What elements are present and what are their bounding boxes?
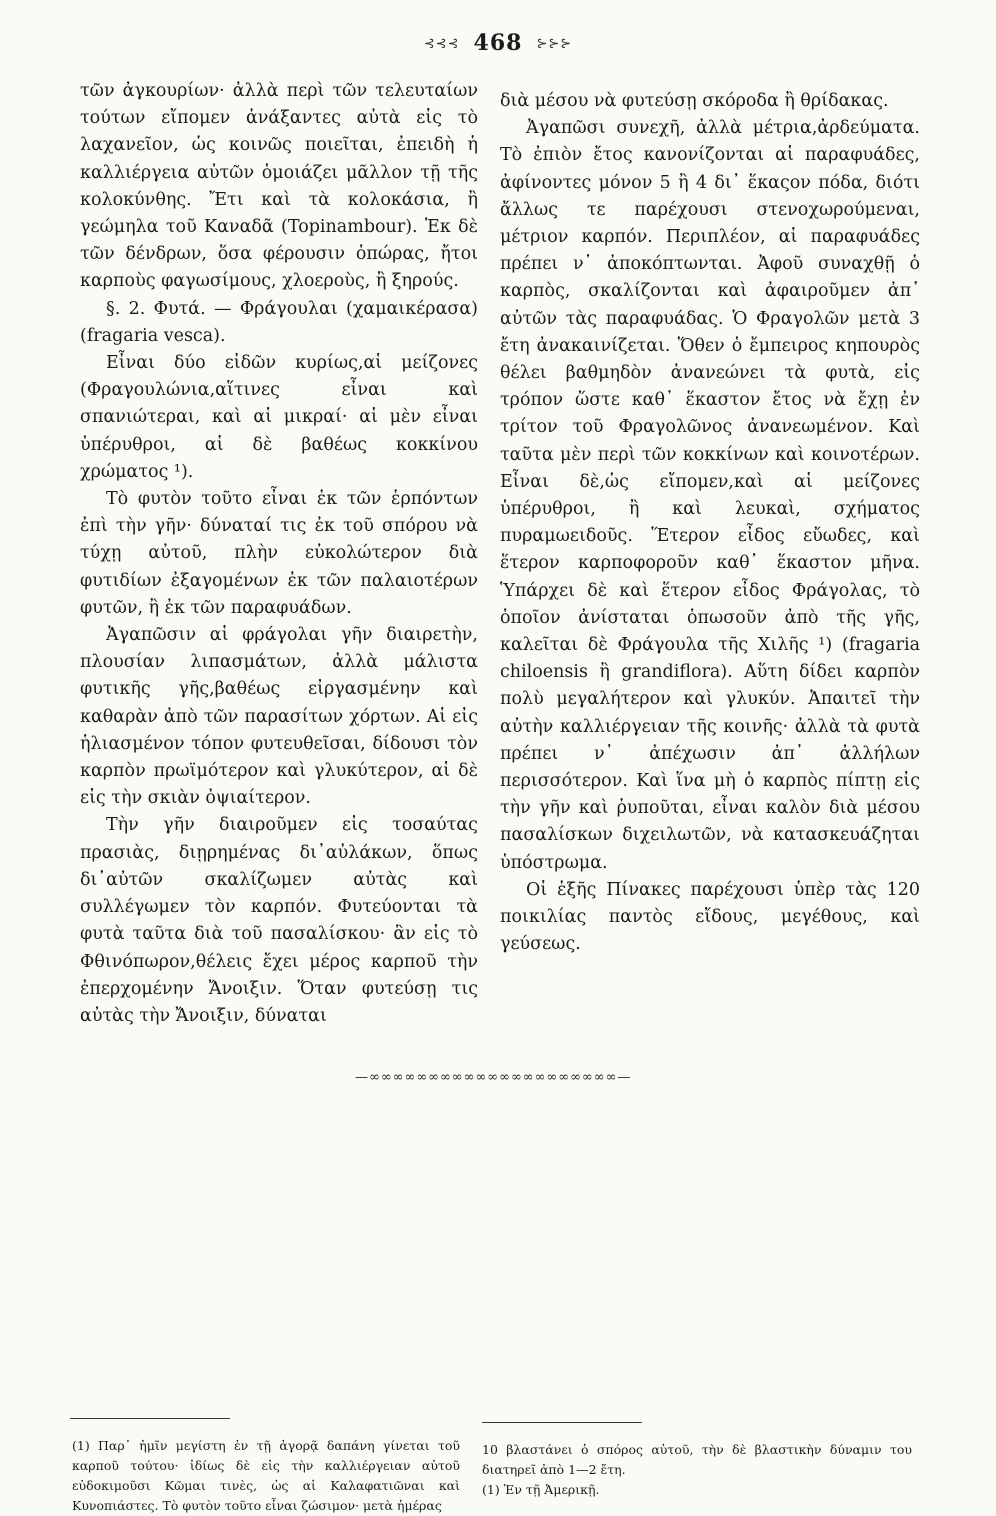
footnote-rule-left <box>70 1418 230 1419</box>
footnotes-left <box>72 1436 460 1516</box>
header-ornament-left: ⊰⊰⊰ <box>423 36 460 52</box>
right-paragraph-3: Οἱ ἑξῆς Πίνακες παρέχουσι ὑπὲρ τὰς 120 ποικιλίας παντὸς εἴδους, μεγέθους, καὶ γεύσεως. <box>500 879 920 955</box>
right-paragraph-2: Ἀγαπῶσι συνεχῆ, ἀλλὰ μέτρια,ἀρδεύματα. Τὸ ἐπιὸν ἔτος κανονίζονται αἱ παραφυάδες, ἀφίνοντες μόνον 5 ἢ 4 δι᾽ ἕκαςον πόδα, διότι ἄλλως τε παρέχουσι στενοχωρούμεναι, μέτριον καρπόν. Περιπλέον, αἱ παραφυάδες πρέπει ν᾽ ἀποκόπτωνται. Ἀφοῦ συναχθῇ ὁ καρπὸς, σκαλίζονται καὶ ἀφαιροῦμεν ἀπ᾽ αὐτῶν τὰς παραφυάδας. Ὁ Φραγολῶν μετὰ 3 ἔτη ἀνακαινίζεται. Ὅθεν ὁ ἔμπειρος κηπουρὸς θέλει βαθμηδὸν ἀνανεώνει τὰ φυτὰ, εἰς τρόπον ὥστε καθ᾽ ἕκαστον ἔτος νὰ ἔχῃ ἐν τρίτον τοῦ Φραγολῶνος ἀνανεωμένον. Καὶ ταῦτα μὲν περὶ τῶν κοκκίνων καὶ κοινοτέρων. Εἶναι δὲ,ὡς εἴπομεν,καὶ αἱ μείζονες ὑπέρυθροι, ἢ καὶ λευκαὶ, σχήματος πυραμωειδοῦς. Ἕτερον εἶδος εὔωδες, καὶ ἕτερον καρποφοροῦν καθ᾽ ἕκαστον μῆνα. Ὑπάρχει δὲ καὶ ἕτερον εἶδος Φράγολας, τὸ ὁποῖον ἀνίσταται ὁπωσοῦν ἀπὸ τῆς γῆς, καλεῖται δὲ Φράγουλα τῆς Χιλῆς ¹) (fragaria chiloensis ἢ grandiflora). Αὕτη δίδει καρπὸν πολὺ μεγαλήτερον καὶ γλυκύν. Ἀπαιτεῖ τὴν αὐτὴν καλλιέργειαν τῆς κοινῆς· ἀλλὰ τὰ φυτὰ πρέπει ν᾽ ἀπέχωσιν ἀπ᾽ ἀλλήλων περισσότερον. Καὶ ἵνα μὴ ὁ καρπὸς πίπτῃ εἰς τὴν γῆν καὶ ῥυποῦται, εἶναι καλὸν διὰ μέσου πασαλίσκων διχειλωτῶν, νὰ κατασκευάζηται ὑπόστρωμα. <box>500 118 920 873</box>
left-paragraph-3: Τὸ φυτὸν τοῦτο εἶναι ἐκ τῶν ἑρπόντων ἐπὶ τὴν γῆν· δύναταί τις ἐκ τοῦ σπόρου νὰ τύχῃ αὐτοῦ, πλὴν εὐκολώτερον διὰ φυτιδίων ἐξαγομένων ἐκ τῶν παλαιοτέρων φυτῶν, ἢ ἐκ τῶν παραφυάδων. <box>80 489 478 618</box>
left-paragraph-4: Ἀγαπῶσιν αἱ φράγολαι γῆν διαιρετὴν, πλουσίαν λιπασμάτων, ἀλλὰ μάλιστα φυτικῆς γῆς,βαθέως εἰργασμένην καὶ καθαρὰν ἀπὸ τῶν παρασίτων χόρτων. Αἱ εἰς ἡλιασμένον τόπον φυτευθεῖσαι, δίδουσι τὸν καρπὸν πρωϊμότερον καὶ γλυκύτερον, αἱ δὲ εἰς τὴν σκιὰν ὀψιαίτερον. <box>80 625 478 809</box>
footnotes-right <box>482 1440 912 1500</box>
footnote-rule-right <box>482 1422 642 1423</box>
page-header <box>0 30 996 56</box>
chapter-divider-ornament: —∞∞∞∞∞∞∞∞∞∞∞∞∞∞∞∞∞∞∞∞∞— <box>355 1070 632 1085</box>
page-number: 468 <box>473 30 523 56</box>
footnote-right-1: (1) Ἐν τῇ Ἀμερικῇ. <box>482 1482 600 1497</box>
left-paragraph-2: Εἶναι δύο εἰδῶν κυρίως,αἱ μείζονες (Φραγουλώνια,αἵτινες εἶναι καὶ σπανιώτεραι, καὶ αἱ μικραί· αἱ μὲν εἶναι ὑπέρυθροι, αἱ δὲ βαθέως κοκκίνου χρώματος ¹). <box>80 353 478 482</box>
left-column <box>80 78 478 1030</box>
left-paragraph-1: τῶν ἀγκουρίων· ἀλλὰ περὶ τῶν τελευταίων τούτων εἴπομεν ἀνάξαντες αὐτὰ εἰς τὸ λαχανεῖον, ὡς κοινῶς ποιεῖται, ἐπειδὴ ἡ καλλιέργεια αὐτῶν ὁμοιάζει μᾶλλον τῇ τῆς κολοκύνθης. Ἔτι καὶ τὰ κολοκάσια, ἢ γεώμηλα τοῦ Καναδᾶ (Topinambour). Ἐκ δὲ τῶν δένδρων, ὅσα φέρουσιν ὀπώρας, ἤτοι καρποὺς φαγωσίμους, χλοεροὺς, ἢ ξηρούς. <box>80 81 478 292</box>
right-paragraph-1: διὰ μέσου νὰ φυτεύσῃ σκόροδα ἢ θρίδακας. <box>500 91 889 111</box>
right-column <box>500 88 920 959</box>
section-heading: §. 2. Φυτά. — Φράγουλαι (χαμαικέρασα) (fragaria vesca). <box>80 298 478 346</box>
footnote-left-1: (1) Παρ᾽ ἡμῖν μεγίστη ἐν τῇ ἀγορᾷ δαπάνη γίνεται τοῦ καρποῦ τούτου· ἰδίως δὲ εἰς τὴν καλλιέργειαν αὐτοῦ εὐδοκιμοῦσι Κῶμαι τινὲς, ὡς αἱ Καλαφατιῶναι καὶ Κυνοπιάστες. Τὸ φυτὸν τοῦτο εἶναι ζώσιμον· μετὰ ἡμέρας <box>72 1438 460 1513</box>
footnote-right-continuation: 10 βλαστάνει ὁ σπόρος αὐτοῦ, τὴν δὲ βλαστικὴν δύναμιν του διατηρεῖ ἀπὸ 1—2 ἔτη. <box>482 1442 912 1477</box>
left-paragraph-5: Τὴν γῆν διαιροῦμεν εἰς τοσαύτας πρασιὰς, διῃρημένας δι᾽αὐλάκων, ὅπως δι᾽αὐτῶν σκαλίζωμεν αὐτὰς καὶ συλλέγωμεν τὸν καρπόν. Φυτεύονται τὰ φυτὰ ταῦτα διὰ τοῦ πασαλίσκου· ἂν εἰς τὸ Φθινόπωρον,θέλεις ἔχει μέρος καρποῦ τὴν ἐπερχομένην Ἄνοιξιν. Ὅταν φυτεύσῃ τις αὐτὰς τὴν Ἄνοιξιν, δύναται <box>80 815 478 1026</box>
header-ornament-right: ⊱⊱⊱ <box>536 36 573 52</box>
